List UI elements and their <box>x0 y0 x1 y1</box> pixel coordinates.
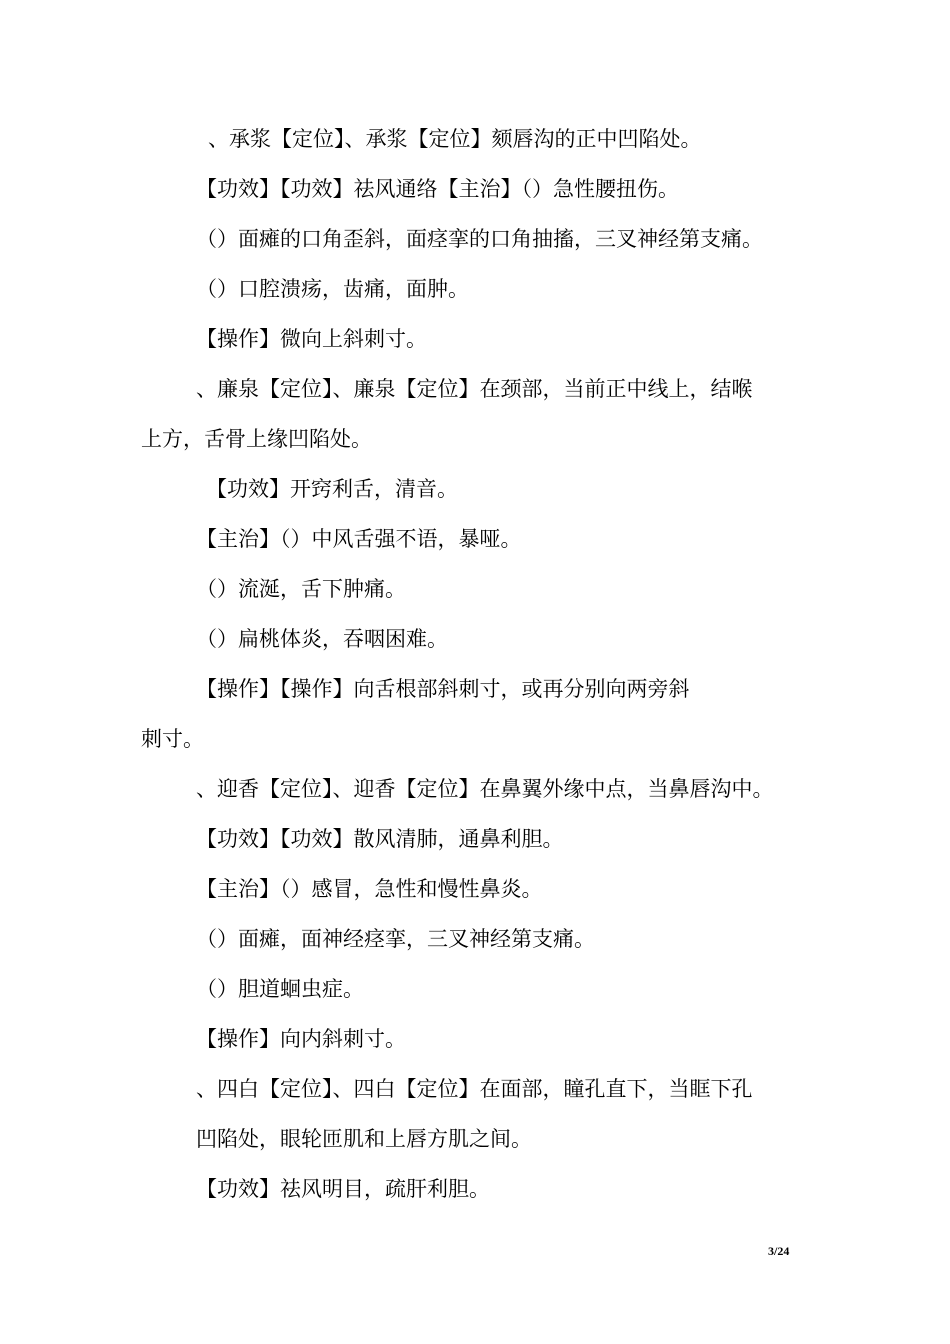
paragraph-line: 【主治】（）感冒，急性和慢性鼻炎。 <box>196 877 543 901</box>
paragraph-line: 【操作】向内斜刺寸。 <box>196 1027 406 1051</box>
paragraph-line: 、廉泉【定位】、廉泉【定位】在颈部，当前正中线上，结喉 <box>196 377 753 401</box>
paragraph-line: 、迎香【定位】、迎香【定位】在鼻翼外缘中点，当鼻唇沟中。 <box>196 777 774 801</box>
paragraph-line: 【功效】【功效】祛风通络【主治】（）急性腰扭伤。 <box>196 177 679 201</box>
paragraph-line: 上方，舌骨上缘凹陷处。 <box>141 427 372 451</box>
paragraph-line: （）面瘫，面神经痉挛，三叉神经第支痛。 <box>196 927 595 951</box>
paragraph-line: （）口腔溃疡，齿痛，面肿。 <box>196 277 469 301</box>
paragraph-line: （）胆道蛔虫症。 <box>196 977 364 1001</box>
paragraph-line: 【功效】祛风明目，疏肝利胆。 <box>196 1177 490 1201</box>
paragraph-line: 、四白【定位】、四白【定位】在面部，瞳孔直下，当眶下孔 <box>196 1077 753 1101</box>
paragraph-line: 【操作】微向上斜刺寸。 <box>196 327 427 351</box>
paragraph-line: 刺寸。 <box>141 727 204 751</box>
page-number: 3/24 <box>768 1244 790 1258</box>
paragraph-line: （）扁桃体炎，吞咽困难。 <box>196 627 448 651</box>
paragraph-line: （）流涎，舌下肿痛。 <box>196 577 406 601</box>
paragraph-line: 凹陷处，眼轮匝肌和上唇方肌之间。 <box>196 1127 532 1151</box>
paragraph-line: 【功效】开窍利舌，清音。 <box>206 477 458 501</box>
paragraph-line: 【操作】【操作】向舌根部斜刺寸，或再分别向两旁斜 <box>196 677 690 701</box>
paragraph-line: 【主治】（）中风舌强不语，暴哑。 <box>196 527 522 551</box>
paragraph-line: 、承浆【定位】、承浆【定位】颏唇沟的正中凹陷处。 <box>208 127 702 151</box>
paragraph-line: （）面瘫的口角歪斜，面痉挛的口角抽搐，三叉神经第支痛。 <box>196 227 763 251</box>
paragraph-line: 【功效】【功效】散风清肺，通鼻利胆。 <box>196 827 564 851</box>
